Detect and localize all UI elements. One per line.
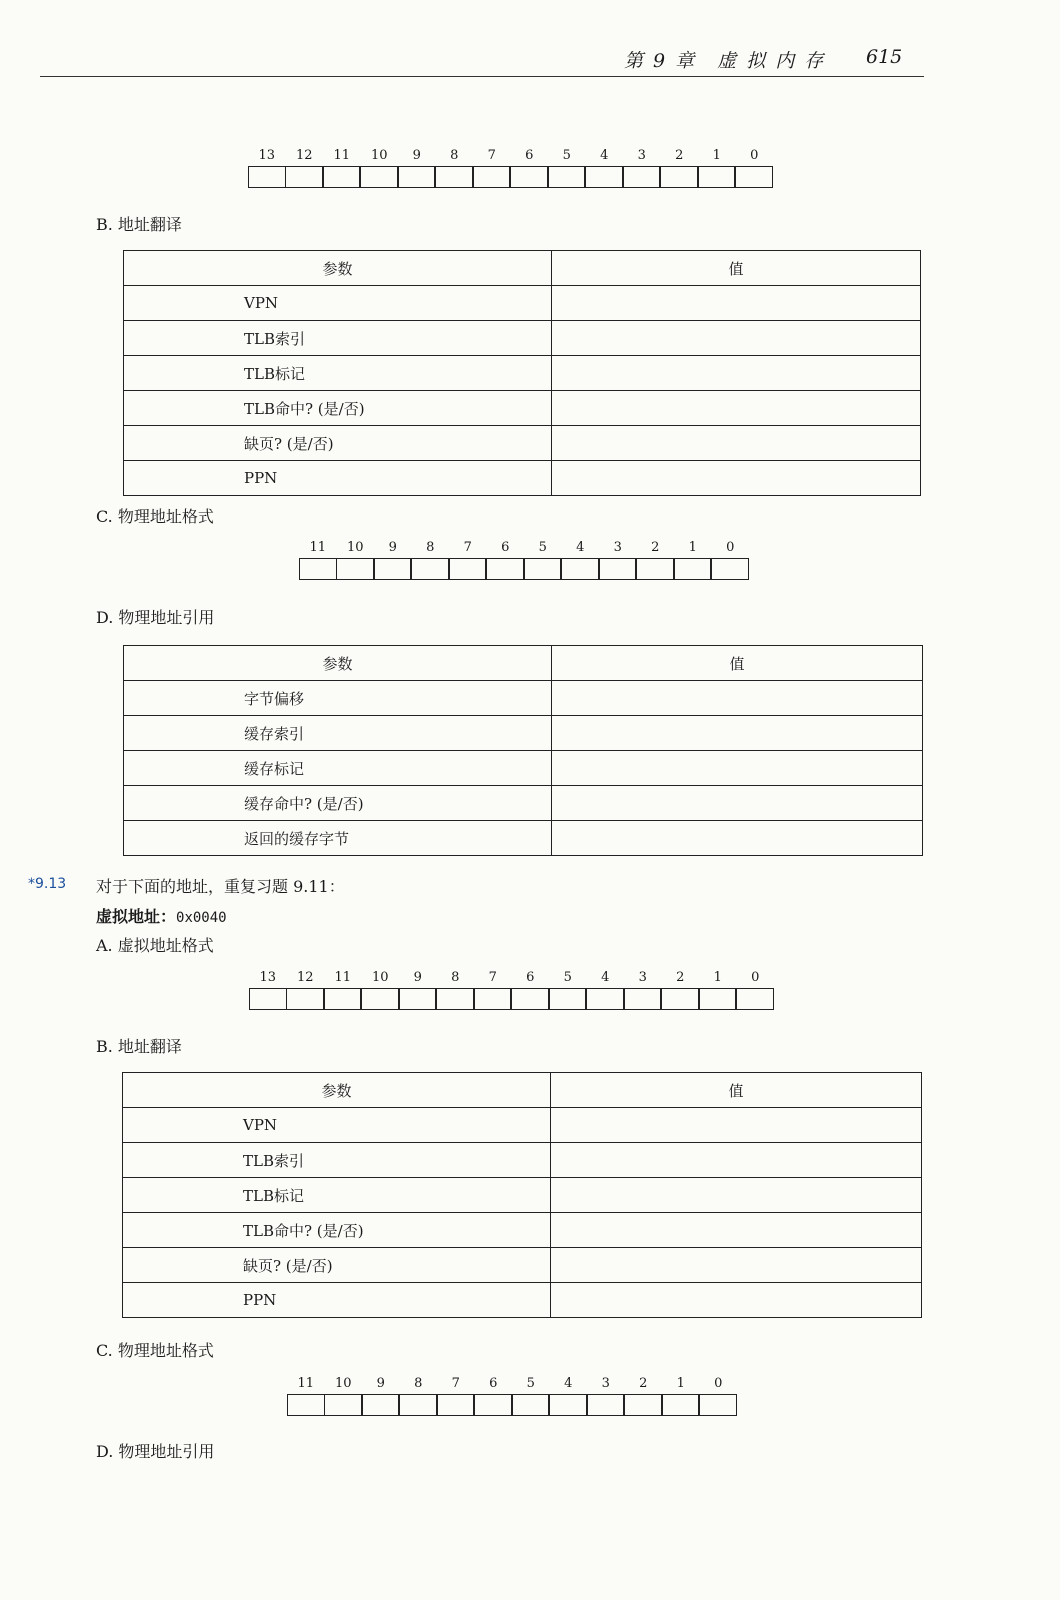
bit-column [549, 968, 587, 1010]
bit-column [662, 1374, 700, 1416]
bit-column [437, 968, 475, 1010]
section-a-heading: A. 虚拟地址格式 [96, 936, 214, 955]
bit-column [249, 968, 287, 1010]
param-cell: VPN [123, 1108, 551, 1143]
param-cell: 字节偏移 [124, 681, 552, 716]
bit-box [361, 988, 399, 1010]
bit-label: 9 [376, 1376, 385, 1391]
bit-column [674, 538, 712, 580]
bit-column [374, 538, 412, 580]
bit-column [286, 146, 324, 188]
bit-box [585, 166, 623, 188]
bit-label: 9 [412, 148, 421, 163]
virtual-address-line [96, 904, 227, 927]
bit-box [324, 1394, 362, 1416]
bit-label: 7 [463, 540, 472, 555]
bit-label: 11 [309, 540, 327, 555]
bit-column [550, 1374, 588, 1416]
bit-column [299, 538, 337, 580]
bit-column [661, 146, 699, 188]
value-cell[interactable] [552, 391, 921, 426]
section-d2-heading: D. 物理地址引用 [96, 1442, 215, 1461]
bit-column [599, 538, 637, 580]
bit-label: 6 [526, 970, 535, 985]
bit-box [512, 1394, 550, 1416]
section-b-heading: B. 地址翻译 [96, 215, 182, 234]
param-cell: TLB命中? (是/否) [124, 391, 552, 426]
bit-label: 4 [576, 540, 585, 555]
table-row [124, 681, 923, 716]
bit-label: 0 [750, 148, 759, 163]
header-rule [40, 76, 924, 77]
bit-box [248, 166, 286, 188]
bit-label: 1 [713, 970, 722, 985]
bit-label: 9 [388, 540, 397, 555]
bit-box [624, 988, 662, 1010]
bit-column [512, 968, 550, 1010]
bit-column [337, 538, 375, 580]
bit-column [325, 1374, 363, 1416]
bit-box [524, 558, 562, 580]
bit-label: 5 [526, 1376, 535, 1391]
bit-label: 2 [639, 1376, 648, 1391]
value-cell[interactable] [551, 1283, 922, 1318]
bit-box [399, 1394, 437, 1416]
bit-box [735, 166, 773, 188]
bit-box [636, 558, 674, 580]
bit-box [411, 558, 449, 580]
bit-column [436, 146, 474, 188]
bit-column [548, 146, 586, 188]
bit-column [412, 538, 450, 580]
bit-column [474, 968, 512, 1010]
bit-box [285, 166, 323, 188]
param-cell: 缺页? (是/否) [124, 426, 552, 461]
table-row [124, 786, 923, 821]
bit-box [474, 988, 512, 1010]
bit-label: 5 [562, 148, 571, 163]
bit-column [587, 1374, 625, 1416]
bit-column [475, 1374, 513, 1416]
bit-label: 2 [676, 970, 685, 985]
bit-column [362, 968, 400, 1010]
bit-box [360, 166, 398, 188]
bit-box [324, 988, 362, 1010]
bit-box [661, 988, 699, 1010]
bit-box [674, 558, 712, 580]
bit-column [449, 538, 487, 580]
table-row [124, 321, 921, 356]
bit-box [624, 1394, 662, 1416]
table-row [124, 821, 923, 856]
table-header-row [124, 646, 923, 681]
table-row [123, 1143, 922, 1178]
column-header-param: 参数 [124, 251, 552, 286]
bit-column [562, 538, 600, 580]
bit-box [286, 988, 324, 1010]
table-row [124, 426, 921, 461]
bit-box [660, 166, 698, 188]
bit-box [623, 166, 661, 188]
bit-label: 13 [258, 148, 276, 163]
bit-column [399, 968, 437, 1010]
table-row [123, 1213, 922, 1248]
table-header-row [123, 1073, 922, 1108]
bit-label: 3 [637, 148, 646, 163]
bit-column [511, 146, 549, 188]
virtual-address-bits-1 [248, 146, 773, 188]
bit-box [287, 1394, 325, 1416]
param-cell: 返回的缓存字节 [124, 821, 552, 856]
param-cell: TLB索引 [123, 1143, 551, 1178]
bit-box [698, 166, 736, 188]
param-cell: TLB索引 [124, 321, 552, 356]
param-cell: 缓存标记 [124, 751, 552, 786]
table-row [123, 1283, 922, 1318]
bit-box [511, 988, 549, 1010]
bit-column [398, 146, 436, 188]
bit-column [737, 968, 775, 1010]
bit-column [587, 968, 625, 1010]
bit-label: 13 [259, 970, 277, 985]
bit-label: 3 [638, 970, 647, 985]
table-row [123, 1178, 922, 1213]
value-cell[interactable] [552, 681, 923, 716]
value-cell[interactable] [552, 461, 921, 496]
bit-box [323, 166, 361, 188]
param-cell: TLB标记 [124, 356, 552, 391]
bit-label: 1 [712, 148, 721, 163]
bit-column [698, 146, 736, 188]
value-cell[interactable] [552, 426, 921, 461]
value-cell[interactable] [552, 821, 923, 856]
bit-label: 10 [346, 540, 364, 555]
param-cell: TLB标记 [123, 1178, 551, 1213]
bit-column [248, 146, 286, 188]
bit-box [374, 558, 412, 580]
column-header-param: 参数 [124, 646, 552, 681]
bit-label: 11 [334, 970, 352, 985]
table-row [123, 1108, 922, 1143]
bit-box [548, 166, 586, 188]
section-b2-heading: B. 地址翻译 [96, 1037, 182, 1056]
param-cell: PPN [124, 461, 552, 496]
bit-box [473, 166, 511, 188]
section-d-heading: D. 物理地址引用 [96, 608, 215, 627]
value-cell[interactable] [552, 751, 923, 786]
bit-column [700, 1374, 738, 1416]
bit-label: 4 [564, 1376, 573, 1391]
bit-column [586, 146, 624, 188]
exercise-number: *9.13 [28, 876, 67, 892]
bit-label: 7 [488, 970, 497, 985]
bit-box [561, 558, 599, 580]
bit-label: 8 [414, 1376, 423, 1391]
bit-label: 4 [601, 970, 610, 985]
table-header-row [124, 251, 921, 286]
bit-label: 0 [714, 1376, 723, 1391]
bit-label: 11 [297, 1376, 315, 1391]
bit-column [625, 1374, 663, 1416]
value-cell[interactable] [551, 1248, 922, 1283]
value-cell[interactable] [551, 1178, 922, 1213]
bit-column [524, 538, 562, 580]
bit-column [512, 1374, 550, 1416]
bit-column [437, 1374, 475, 1416]
page-number: 615 [866, 46, 903, 68]
bit-column [400, 1374, 438, 1416]
address-translation-table-2 [122, 1072, 922, 1318]
bit-label: 0 [751, 970, 760, 985]
bit-label: 5 [538, 540, 547, 555]
bit-column [699, 968, 737, 1010]
value-cell[interactable] [552, 321, 921, 356]
bit-column [287, 968, 325, 1010]
bit-box [399, 988, 437, 1010]
bit-label: 7 [487, 148, 496, 163]
column-header-param: 参数 [123, 1073, 551, 1108]
bit-box [436, 988, 474, 1010]
bit-column [623, 146, 661, 188]
value-cell[interactable] [552, 716, 923, 751]
value-cell[interactable] [551, 1143, 922, 1178]
bit-label: 10 [334, 1376, 352, 1391]
bit-box [662, 1394, 700, 1416]
param-cell: 缓存命中? (是/否) [124, 786, 552, 821]
bit-column [487, 538, 525, 580]
bit-label: 11 [333, 148, 351, 163]
bit-box [549, 988, 587, 1010]
physical-address-bits-1 [299, 538, 749, 580]
bit-box [699, 988, 737, 1010]
virtual-address-label: 虚拟地址： [96, 907, 177, 926]
bit-box [510, 166, 548, 188]
table-row [124, 356, 921, 391]
bit-box [299, 558, 337, 580]
bit-box [599, 558, 637, 580]
bit-box [486, 558, 524, 580]
bit-label: 5 [563, 970, 572, 985]
value-cell[interactable] [552, 786, 923, 821]
bit-label: 10 [371, 970, 389, 985]
virtual-address-bits-2 [249, 968, 774, 1010]
bit-label: 6 [489, 1376, 498, 1391]
bit-label: 12 [296, 970, 314, 985]
exercise-text: 对于下面的地址，重复习题 9.11： [96, 877, 345, 896]
bit-column [361, 146, 399, 188]
chapter-title: 第 9 章 虚 拟 内 存 [624, 50, 826, 72]
bit-box [699, 1394, 737, 1416]
bit-box [437, 1394, 475, 1416]
bit-label: 6 [525, 148, 534, 163]
bit-box [449, 558, 487, 580]
table-row [123, 1248, 922, 1283]
bit-box [362, 1394, 400, 1416]
bit-box [435, 166, 473, 188]
param-cell: VPN [124, 286, 552, 321]
section-c-heading: C. 物理地址格式 [96, 507, 214, 526]
bit-column [637, 538, 675, 580]
value-cell[interactable] [551, 1213, 922, 1248]
bit-label: 3 [601, 1376, 610, 1391]
table-row [124, 751, 923, 786]
bit-column [624, 968, 662, 1010]
param-cell: TLB命中? (是/否) [123, 1213, 551, 1248]
bit-column [473, 146, 511, 188]
bit-box [711, 558, 749, 580]
bit-column [324, 968, 362, 1010]
column-header-value: 值 [552, 251, 921, 286]
table-row [124, 391, 921, 426]
bit-label: 8 [451, 970, 460, 985]
bit-label: 12 [295, 148, 313, 163]
physical-address-bits-2 [287, 1374, 737, 1416]
bit-label: 3 [613, 540, 622, 555]
bit-column [287, 1374, 325, 1416]
bit-label: 2 [651, 540, 660, 555]
bit-box [587, 1394, 625, 1416]
bit-box [586, 988, 624, 1010]
value-cell[interactable] [551, 1108, 922, 1143]
param-cell: PPN [123, 1283, 551, 1318]
param-cell: 缓存索引 [124, 716, 552, 751]
section-c2-heading: C. 物理地址格式 [96, 1341, 214, 1360]
virtual-address-value: 0x0040 [176, 910, 227, 926]
bit-box [736, 988, 774, 1010]
bit-box [249, 988, 287, 1010]
bit-column [362, 1374, 400, 1416]
physical-reference-table [123, 645, 923, 856]
bit-column [662, 968, 700, 1010]
table-row [124, 716, 923, 751]
bit-label: 1 [688, 540, 697, 555]
param-cell: 缺页? (是/否) [123, 1248, 551, 1283]
value-cell[interactable] [552, 286, 921, 321]
table-row [124, 286, 921, 321]
bit-label: 2 [675, 148, 684, 163]
bit-label: 0 [726, 540, 735, 555]
bit-label: 8 [450, 148, 459, 163]
column-header-value: 值 [551, 1073, 922, 1108]
bit-box [474, 1394, 512, 1416]
bit-column [323, 146, 361, 188]
bit-box [336, 558, 374, 580]
bit-label: 10 [370, 148, 388, 163]
bit-label: 8 [426, 540, 435, 555]
value-cell[interactable] [552, 356, 921, 391]
bit-label: 4 [600, 148, 609, 163]
bit-label: 6 [501, 540, 510, 555]
table-row [124, 461, 921, 496]
bit-box [549, 1394, 587, 1416]
address-translation-table [123, 250, 921, 496]
bit-label: 7 [451, 1376, 460, 1391]
bit-box [398, 166, 436, 188]
bit-column [736, 146, 774, 188]
bit-column [712, 538, 750, 580]
bit-label: 9 [413, 970, 422, 985]
column-header-value: 值 [552, 646, 923, 681]
bit-label: 1 [676, 1376, 685, 1391]
